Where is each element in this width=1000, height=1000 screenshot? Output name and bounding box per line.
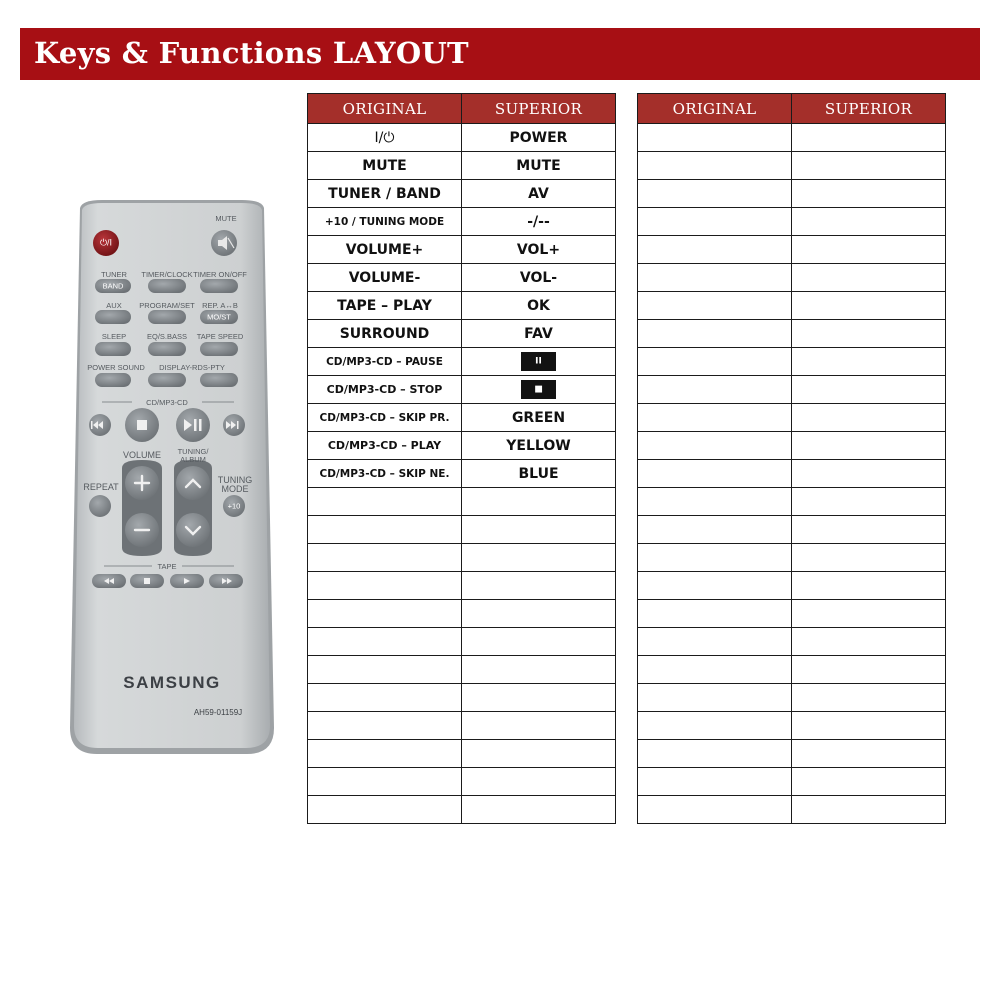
cell-original <box>638 152 792 180</box>
remote-label-band: BAND <box>102 281 124 291</box>
cell-original <box>638 796 792 824</box>
header-banner <box>20 28 980 80</box>
cell-original: TAPE – PLAY <box>308 292 462 320</box>
stop-key-icon <box>521 380 556 399</box>
remote-label-volume: VOLUME <box>122 450 162 460</box>
cell-superior <box>792 180 946 208</box>
table-row-empty <box>638 628 946 656</box>
cell-original <box>638 544 792 572</box>
table-row <box>308 180 616 208</box>
col-header-superior: SUPERIOR <box>462 94 616 124</box>
cell-superior <box>462 796 616 824</box>
cell-superior: YELLOW <box>462 432 616 460</box>
stop-glyph-icon: ■ <box>534 384 543 394</box>
table-row-empty <box>638 180 946 208</box>
table-row-empty <box>638 292 946 320</box>
cell-original <box>638 516 792 544</box>
cell-original <box>638 768 792 796</box>
table-row-empty <box>638 572 946 600</box>
table-row <box>308 152 616 180</box>
table-row <box>308 712 616 740</box>
remote-label-tape: TAPE <box>157 562 177 571</box>
key-mapping-table-left <box>307 93 616 824</box>
table-row <box>308 348 616 376</box>
cell-original <box>308 572 462 600</box>
table-row <box>308 600 616 628</box>
cell-original <box>308 516 462 544</box>
cell-superior: -/-- <box>462 208 616 236</box>
table-row-empty <box>638 740 946 768</box>
table-row-empty <box>638 264 946 292</box>
table-row <box>308 292 616 320</box>
cell-superior: BLUE <box>462 460 616 488</box>
cell-superior <box>462 628 616 656</box>
col-header-original: ORIGINAL <box>308 94 462 124</box>
cell-original: TUNER / BAND <box>308 180 462 208</box>
table-row-empty <box>638 376 946 404</box>
cell-original <box>308 768 462 796</box>
remote-label-mute: MUTE <box>215 214 237 223</box>
cell-original <box>308 684 462 712</box>
table-row-empty <box>638 544 946 572</box>
table-row <box>308 236 616 264</box>
table-row <box>308 320 616 348</box>
table-row-empty <box>638 208 946 236</box>
cell-original <box>638 180 792 208</box>
cell-original: CD/MP3-CD – SKIP PR. <box>308 404 462 432</box>
cell-superior <box>462 656 616 684</box>
cell-superior <box>792 376 946 404</box>
remote-label-sleep: SLEEP <box>101 332 127 341</box>
pause-key-icon <box>521 352 556 371</box>
cell-original <box>638 740 792 768</box>
table-row-empty <box>638 516 946 544</box>
table-row <box>308 376 616 404</box>
cell-superior <box>792 628 946 656</box>
remote-label-timer-clock: TIMER/CLOCK <box>141 270 193 279</box>
table-row <box>308 208 616 236</box>
remote-label-program-set: PROGRAM/SET <box>139 301 195 310</box>
cell-original <box>638 684 792 712</box>
cell-superior <box>792 544 946 572</box>
cell-original: CD/MP3-CD – PAUSE <box>308 348 462 376</box>
cell-original <box>638 628 792 656</box>
table-row <box>308 768 616 796</box>
cell-original <box>308 544 462 572</box>
remote-label-cd-mp3: CD/MP3-CD <box>146 398 188 407</box>
cell-original-power-symbol: I/⏻ <box>308 124 462 152</box>
cell-original <box>308 600 462 628</box>
cell-original: MUTE <box>308 152 462 180</box>
cell-superior <box>792 404 946 432</box>
cell-original <box>308 656 462 684</box>
cell-superior <box>462 348 616 376</box>
cell-original <box>638 236 792 264</box>
cell-superior <box>462 376 616 404</box>
cell-superior <box>792 460 946 488</box>
table-row <box>308 432 616 460</box>
table-row <box>308 460 616 488</box>
table-row <box>308 740 616 768</box>
table-row <box>308 628 616 656</box>
cell-original <box>308 796 462 824</box>
cell-superior <box>792 348 946 376</box>
cell-original <box>638 712 792 740</box>
cell-superior: MUTE <box>462 152 616 180</box>
table-row-empty <box>638 796 946 824</box>
table-row <box>308 796 616 824</box>
cell-superior <box>462 488 616 516</box>
cell-original <box>638 488 792 516</box>
cell-original: VOLUME- <box>308 264 462 292</box>
cell-superior: FAV <box>462 320 616 348</box>
cell-superior <box>462 712 616 740</box>
table-row-empty <box>638 236 946 264</box>
cell-superior <box>792 768 946 796</box>
cell-original <box>308 712 462 740</box>
table-row-empty <box>638 656 946 684</box>
table-row-empty <box>638 320 946 348</box>
table-row <box>308 124 616 152</box>
cell-original: +10 / TUNING MODE <box>308 208 462 236</box>
table-row-empty <box>638 124 946 152</box>
cell-superior: GREEN <box>462 404 616 432</box>
pause-glyph-icon: II <box>535 356 542 366</box>
cell-superior <box>462 600 616 628</box>
remote-label-power-sound: POWER SOUND <box>87 363 145 372</box>
remote-label-plus10: +10 <box>227 501 241 511</box>
cell-superior <box>792 208 946 236</box>
cell-superior <box>462 516 616 544</box>
cell-superior <box>792 152 946 180</box>
col-header-superior: SUPERIOR <box>792 94 946 124</box>
cell-superior <box>792 292 946 320</box>
cell-original: CD/MP3-CD – SKIP NE. <box>308 460 462 488</box>
cell-original <box>638 656 792 684</box>
cell-superior: POWER <box>462 124 616 152</box>
cell-superior <box>462 684 616 712</box>
remote-label-eq-sbass: EQ/S.BASS <box>146 332 188 341</box>
remote-label-tuning-mode: TUNING MODE <box>217 475 253 494</box>
cell-superior <box>792 572 946 600</box>
cell-superior <box>462 768 616 796</box>
table-row-empty <box>638 600 946 628</box>
cell-original: CD/MP3-CD – PLAY <box>308 432 462 460</box>
cell-superior <box>792 236 946 264</box>
table-row-empty <box>638 432 946 460</box>
table-row-empty <box>638 152 946 180</box>
table-row <box>308 516 616 544</box>
table-row <box>308 684 616 712</box>
cell-original <box>638 460 792 488</box>
cell-superior: AV <box>462 180 616 208</box>
cell-original <box>638 292 792 320</box>
remote-model-number: AH59-01159J <box>193 708 243 717</box>
cell-original <box>638 404 792 432</box>
table-row-empty <box>638 684 946 712</box>
cell-superior: VOL+ <box>462 236 616 264</box>
table-row <box>308 264 616 292</box>
remote-brand-logo: SAMSUNG <box>123 673 221 692</box>
cell-superior <box>792 712 946 740</box>
cell-superior <box>792 796 946 824</box>
remote-label-repeat: REPEAT <box>83 482 119 492</box>
table-row-empty <box>638 348 946 376</box>
table-row-empty <box>638 460 946 488</box>
table-row <box>308 544 616 572</box>
page-title: Keys & Functions LAYOUT <box>34 36 469 70</box>
table-row <box>308 656 616 684</box>
cell-original: SURROUND <box>308 320 462 348</box>
remote-label-timer-onoff: TIMER ON/OFF <box>193 270 247 279</box>
remote-label-mo-st: MO/ST <box>207 312 231 322</box>
cell-original <box>638 432 792 460</box>
cell-original: VOLUME+ <box>308 236 462 264</box>
cell-original: CD/MP3-CD – STOP <box>308 376 462 404</box>
cell-superior <box>792 320 946 348</box>
cell-superior <box>792 488 946 516</box>
cell-original <box>638 124 792 152</box>
table-row-empty <box>638 768 946 796</box>
cell-superior <box>462 572 616 600</box>
cell-original <box>308 628 462 656</box>
col-header-original: ORIGINAL <box>638 94 792 124</box>
cell-original <box>638 572 792 600</box>
cell-superior: VOL- <box>462 264 616 292</box>
cell-superior <box>792 264 946 292</box>
remote-label-tuner: TUNER <box>101 270 127 279</box>
cell-original <box>638 208 792 236</box>
cell-original <box>638 600 792 628</box>
table-row-empty <box>638 488 946 516</box>
remote-label-display-rds: DISPLAY-RDS-PTY <box>159 363 225 372</box>
cell-original <box>638 264 792 292</box>
remote-label-aux: AUX <box>106 301 122 310</box>
table-row <box>308 488 616 516</box>
remote-control-image <box>62 198 282 758</box>
table-row <box>308 572 616 600</box>
cell-superior <box>462 544 616 572</box>
remote-label-tuning-album: TUNING/ ALBUM <box>177 447 209 464</box>
cell-superior <box>792 656 946 684</box>
table-row-empty <box>638 712 946 740</box>
cell-original <box>308 488 462 516</box>
cell-superior <box>792 124 946 152</box>
cell-superior <box>462 740 616 768</box>
cell-superior <box>792 432 946 460</box>
cell-superior <box>792 684 946 712</box>
remote-label-tape-speed: TAPE SPEED <box>196 332 244 341</box>
remote-label-power: ⏻/I <box>99 237 113 248</box>
cell-superior: OK <box>462 292 616 320</box>
cell-original <box>308 740 462 768</box>
cell-original <box>638 348 792 376</box>
cell-superior <box>792 600 946 628</box>
cell-original <box>638 376 792 404</box>
table-row-empty <box>638 404 946 432</box>
cell-superior <box>792 516 946 544</box>
key-mapping-table-right <box>637 93 946 824</box>
table-row <box>308 404 616 432</box>
cell-original <box>638 320 792 348</box>
cell-superior <box>792 740 946 768</box>
remote-label-rep-ab: REP. A↔B <box>202 301 238 310</box>
